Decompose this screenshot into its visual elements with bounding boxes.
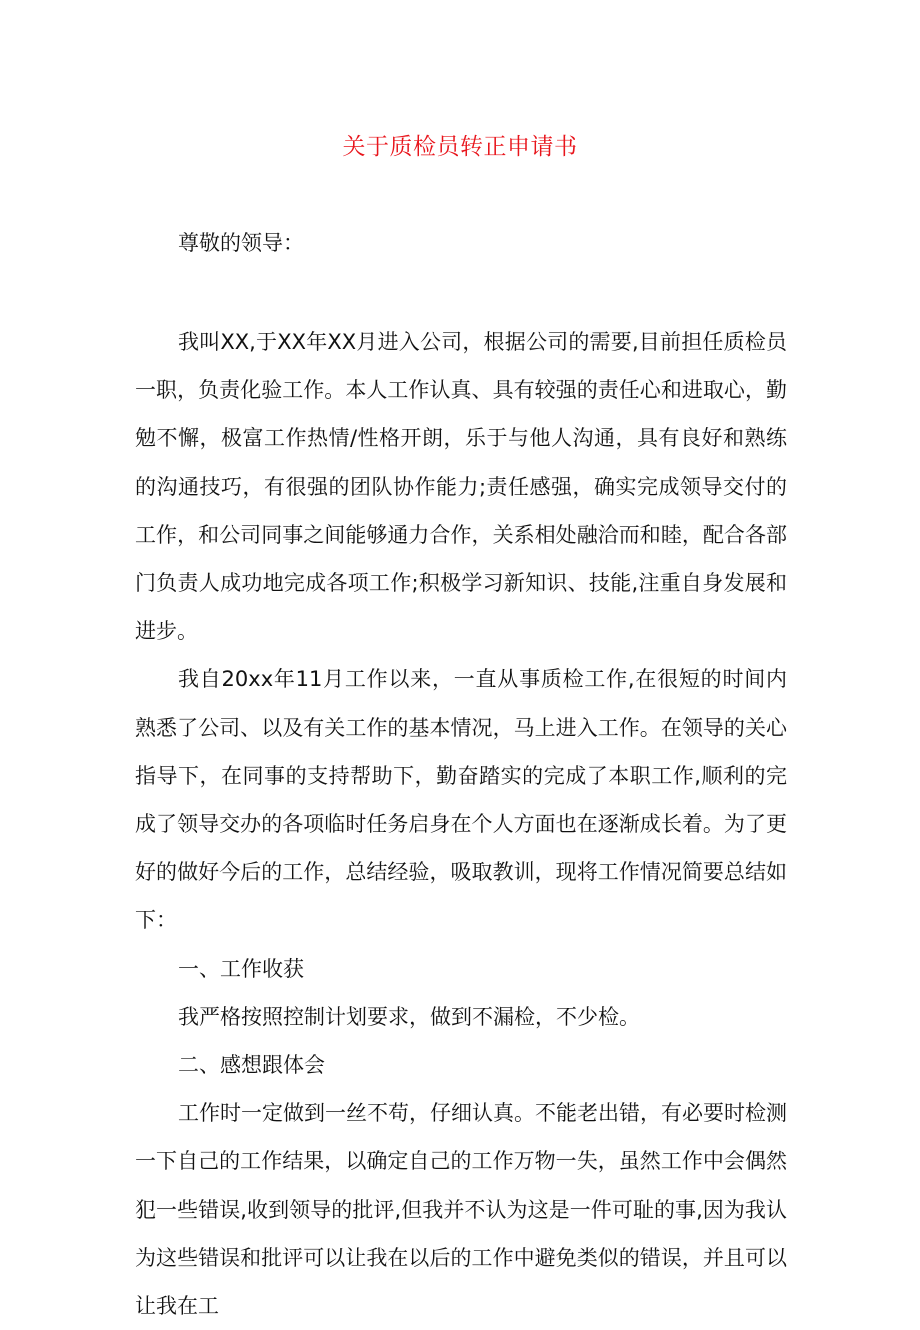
paragraph-work-summary: 我自20xx年11月工作以来，一直从事质检工作,在很短的时间内熟悉了公司、以及有关工作的基本情况，马上进入工作。在领导的关心指导下，在同事的支持帮助下，勤奋踏实的完成了本职工作,顺利的完成了领导交办的各项临时任务启身在个人方面也在逐渐成长着。为了更好的做好今后的工作，总结经验，吸取教训，现将工作情况简要总结如下： — [135, 667, 787, 933]
document-body — [135, 318, 787, 1330]
section-heading-gains: 一、工作收获 — [178, 956, 304, 981]
section-heading-reflections: 二、感想跟体会 — [178, 1053, 325, 1078]
document-title: 关于质检员转正申请书 — [342, 134, 578, 160]
paragraph-introduction: 我叫XX,于XX年XX月进入公司，根据公司的需要,目前担任质检员一职，负责化验工作。本人工作认真、具有较强的责任心和进取心，勤勉不懈，极富工作热情/性格开朗，乐于与他人沟通，具有良好和熟练的沟通技巧，有很强的团队协作能力;责任感强，确实完成领导交付的工作，和公司同事之间能够通力合作，关系相处融洽而和睦，配合各部门负责人成功地完成各项工作;积极学习新知识、技能,注重自身发展和进步。 — [135, 330, 787, 644]
salutation: 尊敬的领导： — [178, 231, 304, 255]
paragraph-gains: 我严格按照控制计划要求，做到不漏检，不少检。 — [178, 1004, 640, 1029]
paragraph-reflections: 工作时一定做到一丝不苟，仔细认真。不能老出错，有必要时检测一下自己的工作结果，以确定自己的工作万物一失，虽然工作中会偶然犯一些错误,收到领导的批评,但我并不认为这是一件可耻的事,因为我认为这些错误和批评可以让我在以后的工作中避免类似的错误，并且可以让我在工 — [135, 1101, 787, 1319]
